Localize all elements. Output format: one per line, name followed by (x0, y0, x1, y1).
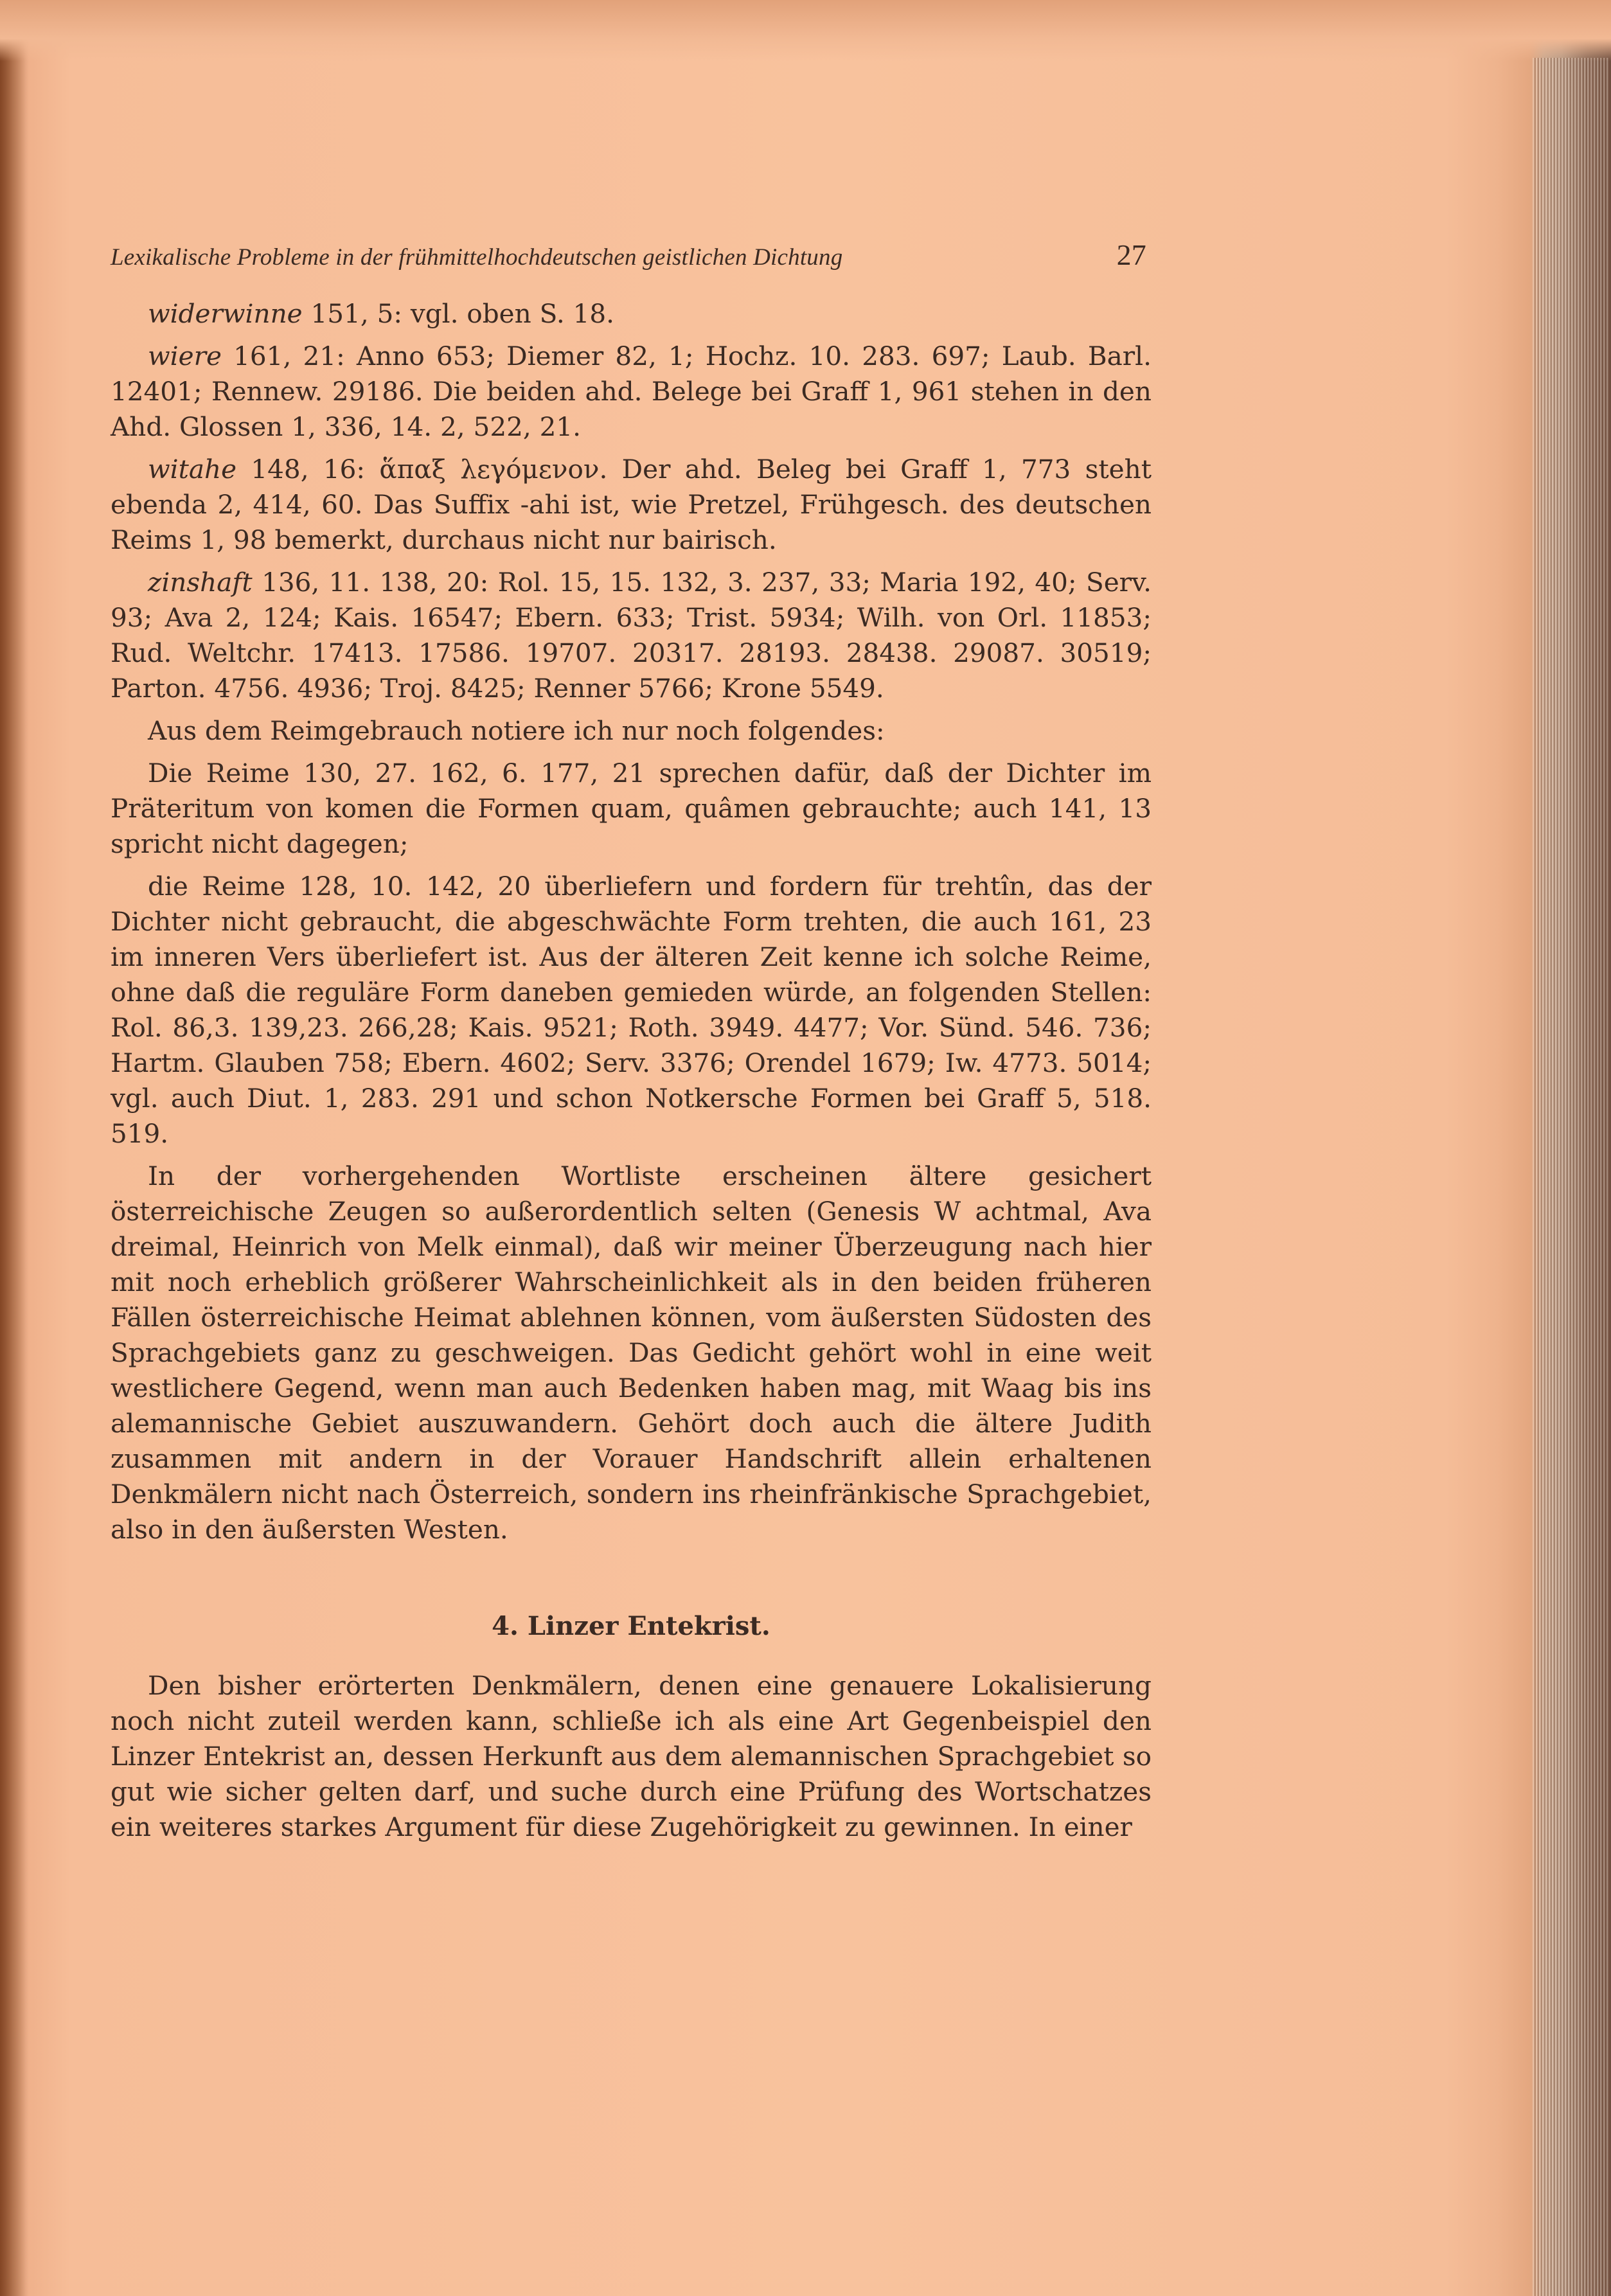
section-paragraph: Den bisher erörterten Denkmälern, denen eine genauere Lokalisierung noch nicht zuteil werden kann, schließe ich als eine Art Gegenbeispiel den Linzer Entekrist an, dessen Herkunft aus dem alemannischen Sprachgebiet so gut wie sicher gelten darf, und suche durch eine Prüfung des Wortschatzes ein weiteres starkes Argument für diese Zugehörigkeit zu gewinnen. In einer (111, 1670, 1152, 1842)
entry-zinshaft (111, 565, 1152, 706)
page-stack-edge (1533, 58, 1610, 2296)
page-number: 27 (1116, 238, 1146, 271)
binding-shadow (0, 0, 29, 2296)
paragraph-reimgebrauch: Aus dem Reimgebrauch notiere ich nur noch folgendes: (148, 715, 885, 746)
entry-text: 151, 5: vgl. oben S. 18. (302, 298, 615, 329)
paragraph-reime-komen: Die Reime 130, 27. 162, 6. 177, 21 sprechen dafür, daß der Dichter im Präteritum von komen die Formen quam, quâmen gebrauchte; auch 141, 13 spricht nicht dagegen; (111, 758, 1152, 859)
page-text-block (111, 238, 1152, 1852)
entry-term: zinshaft (148, 567, 253, 598)
entry-witahe (111, 452, 1152, 558)
entry-text: 136, 11. 138, 20: Rol. 15, 15. 132, 3. 237, 33; Maria 192, 40; Serv. 93; Ava 2, 124; Kais. 16547; Ebern. 633; Trist. 5934; Wilh. von Orl. 11853; Rud. Weltchr. 17413. 17586. 19707. 20317. 28193. 28438. 29087. 30519; Parton. 4756. 4936; Troj. 8425; Renner 5766; Krone 5549. (111, 567, 1152, 704)
paragraph-reime-trehtin: die Reime 128, 10. 142, 20 überliefern und fordern für trehtîn, das der Dichter nicht gebraucht, die abgeschwächte Form trehten, die auch 161, 23 im inneren Vers überliefert ist. Aus der älteren Zeit kenne ich solche Reime, ohne daß die reguläre Form daneben gemieden würde, an folgenden Stellen: Rol. 86,3. 139,23. 266,28; Kais. 9521; Roth. 3949. 4477; Vor. Sünd. 546. 736; Hartm. Glauben 758; Ebern. 4602; Serv. 3376; Orendel 1679; Iw. 4773. 5014; vgl. auch Diut. 1, 283. 291 und schon Notkersche Formen bei Graff 5, 518. 519. (111, 871, 1152, 1149)
entry-term: witahe (148, 454, 237, 485)
entry-wiere (111, 339, 1152, 445)
entry-text: 148, 16: ἅπαξ λεγόμενον. Der ahd. Beleg bei Graff 1, 773 steht ebenda 2, 414, 60. Das Suffix -ahi ist, wie Pretzel, Frühgesch. des deutschen Reims 1, 98 bemerkt, durchaus nicht nur bairisch. (111, 454, 1152, 555)
entry-term: widerwinne (148, 298, 303, 329)
entry-widerwinne (111, 296, 1152, 332)
running-head (111, 238, 1152, 272)
entry-text: 161, 21: Anno 653; Diemer 82, 1; Hochz. 10. 283. 697; Laub. Barl. 12401; Rennew. 29186. Die beiden ahd. Belege bei Graff 1, 961 stehen in den Ahd. Glossen 1, 336, 14. 2, 522, 21. (111, 341, 1152, 442)
page-top-edge (0, 0, 1611, 61)
paragraph-wortliste: In der vorhergehenden Wortliste erscheinen ältere gesichert österreichische Zeugen so außerordentlich selten (Genesis W achtmal, Ava dreimal, Heinrich von Melk einmal), daß wir meiner Überzeugung nach hier mit noch erheblich größerer Wahrscheinlichkeit als in den beiden früheren Fällen österreichische Heimat ablehnen können, vom äußersten Südosten des Sprachgebiets ganz zu geschweigen. Das Gedicht gehört wohl in eine weit westlichere Gegend, wenn man auch Bedenken haben mag, mit Waag bis ins alemannische Gebiet auszuwandern. Gehört doch auch die ältere Judith zusammen mit andern in der Vorauer Handschrift allein erhaltenen Denkmälern nicht nach Österreich, sondern ins rheinfränkische Sprachgebiet, also in den äußersten Westen. (111, 1161, 1152, 1545)
section-heading: 4. Linzer Entekrist. (492, 1611, 770, 1641)
entry-term: wiere (148, 341, 222, 371)
running-head-title: Lexikalische Probleme in der frühmittelhochdeutschen geistlichen Dichtung (111, 244, 843, 271)
